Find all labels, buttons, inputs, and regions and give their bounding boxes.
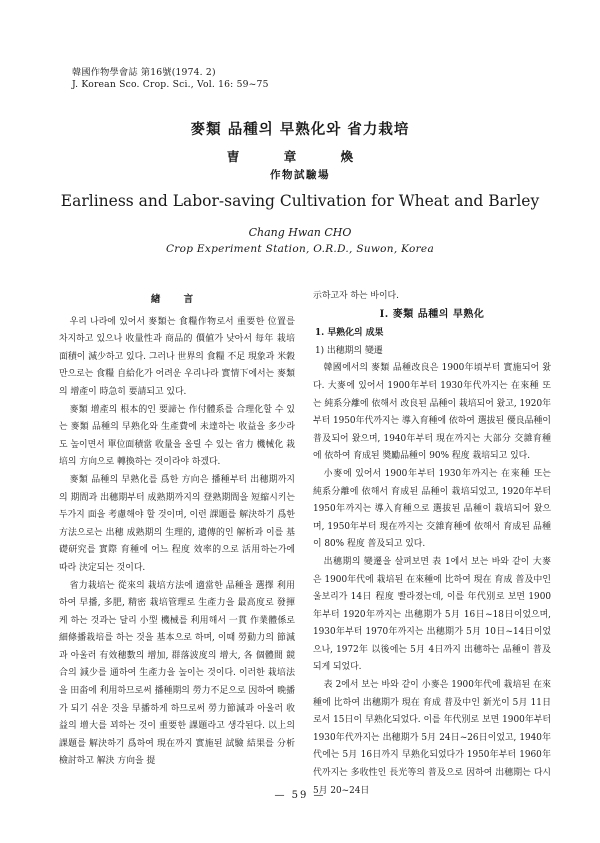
section-heading-1: I. 麥類 品種의 早熟化 [379, 308, 485, 320]
journal-line-english: J. Korean Sco. Crop. Sci., Vol. 16: 59~75 [72, 79, 269, 90]
left-column [59, 288, 295, 771]
affiliation-english: Crop Experiment Station, O.R.D., Suwon, Korea [165, 243, 435, 255]
right-column [313, 288, 551, 800]
intro-paragraph-1: 우리 나라에 있어서 麥類는 食糧作物로서 重要한 位置를 차지하고 있으나 收量性과 商品的 價値가 낮아서 每年 栽培面積이 減少하고 있다. 그러나 世界의 食糧 不足 現象과 米穀만으로는 食糧 自給化가 어려운 우리나라 實情下에서는 麥類의 增產이 時急히 要請되고 있다. [59, 316, 295, 397]
paper-title-korean: 麥類 品種의 早熟化와 省力栽培 [190, 121, 410, 138]
intro-paragraph-2: 麥類 增產의 根本的인 要諦는 作付體系를 合理化할 수 있는 麥類 品種의 早熟化와 生產費에 未達하는 收益을 多少라도 높이면서 單位面積當 收量을 올릴 수 있는 省力 機械化 栽培의 方向으로 轉換하는 것이라야 하겠다. [59, 404, 295, 468]
journal-line-korean: 韓國作物學會誌 第16號(1974. 2) [72, 67, 216, 78]
body-paragraph-3: 出穗期의 變遷을 살펴보면 表 1에서 보는 바와 같이 大麥은 1900年代에 栽培된 在來種에 比하여 現在 育成 普及中인 울보리가 14日 程度 빨라졌는데, 이를 年代別로 보면 1900年부터 1920年까지는 出穗期가 5月 16日~18日이었으며, 1930年부터 1970年까지는 出穗期가 5月 10日~14日이었으나, 1972年 以後에는 5月 4日까지 出穗하는 品種이 普及되게 되었다. [313, 556, 551, 673]
subsubsection-heading-1: 1) 出穗期의 變遷 [315, 345, 383, 356]
intro-paragraph-3: 麥類 品種의 早熟化를 爲한 方向은 播種부터 出穗期까지의 期間과 出穗期부터 成熟期까지의 登熟期間을 短縮시키는 두가지 面을 考慮해야 할 것이며, 이런 課題를 解決하기 爲한 方法으로는 出穗 成熟期의 生理的, 遺傳的인 解析과 이를 基礎研究를 實際 育種에 어느 程度 效率的으로 活用하는가에 따라 決定되는 것이다. [59, 474, 295, 573]
author-korean: 曺 章 煥 [226, 149, 374, 164]
body-paragraph-4: 表 2에서 보는 바와 같이 小麥은 1900年代에 栽培된 在來種에 比하여 出穗期가 現在 育成 普及中인 新光이 5月 11日로서 15日이 早熟化되었다. 이를 年代別로 보면 1900年부터 1930年代까지는 出穗期가 5月 24日~26日이었고, 1940年代에는 5月 16日까지 早熟化되었다가 1950年부터 1960年代까지는 多收性인 長光等의 普及으로 因하여 出穗期는 다시 5月 20~24日 [313, 680, 551, 796]
intro-continuation: 示하고자 하는 바이다. [313, 291, 399, 301]
body-paragraph-1: 韓國에서의 麥類 品種改良은 1900年頃부터 實施되어 왔다. 大麥에 있어서 1900年부터 1930年代까지는 在來種 또는 純系分離에 依해서 改良된 品種이 栽培되어 왔고, 1920年부터 1950年代까지는 導入育種에 依하여 選拔된 優良品種이 普及되어 왔으며, 1940年부터 現在까지는 大部分 交雜育種에 依하여 育成된 奬勵品種이 90% 程度 栽培되고 있다. [313, 363, 551, 462]
introduction-heading: 緖 言 [150, 294, 204, 305]
affiliation-korean: 作物試驗場 [270, 169, 330, 181]
body-paragraph-2: 小麥에 있어서 1900年부터 1930年까지는 在來種 또는 純系分離에 依해서 育成된 品種이 栽培되었고, 1920年부터 1950年까지는 導入育種으로 選拔된 品種이 栽培되어 왔으며, 1950年부터 現在까지는 交雜育種에 依해서 育成된 品種이 80% 程度 普及되고 있다. [313, 468, 551, 550]
journal-citation [72, 67, 269, 91]
subsection-heading-1: 1. 早熟化의 成果 [315, 328, 384, 339]
paper-title-english: Earliness and Labor-saving Cultivation for Wheat and Barley [60, 192, 540, 210]
page-number: — 59 — [274, 790, 326, 801]
author-english: Chang Hwan CHO [248, 226, 352, 239]
intro-paragraph-4: 省力栽培는 從來의 栽培方法에 適當한 品種을 選擇 利用하여 早播, 多肥, 精密 栽培管理로 生產力을 最高度로 發揮케 하는 것과는 달리 小型 機械를 利用해서 一貫 作業體係로 細條播栽培를 하는 것을 基本으로 하며, 이때 勞動力의 節減과 아울러 有效穗數의 增加, 群落波度의 增大, 各 個體間 競合의 減少를 通하여 生產力을 높이는 것이다. 이러한 栽培法을 田畓에 利用하므로써 播種期의 勞力不足으로 因하여 晩播가 되기 쉬운 것을 早播하게 하므로써 勞力節減과 아울러 收益의 增大를 꾀하는 것이 重要한 課題라고 생각된다. 以上의 課題를 解決하기 爲하여 現在까지 實施된 試驗 結果를 分析 檢討하고 解決 方向을 提 [59, 580, 295, 767]
